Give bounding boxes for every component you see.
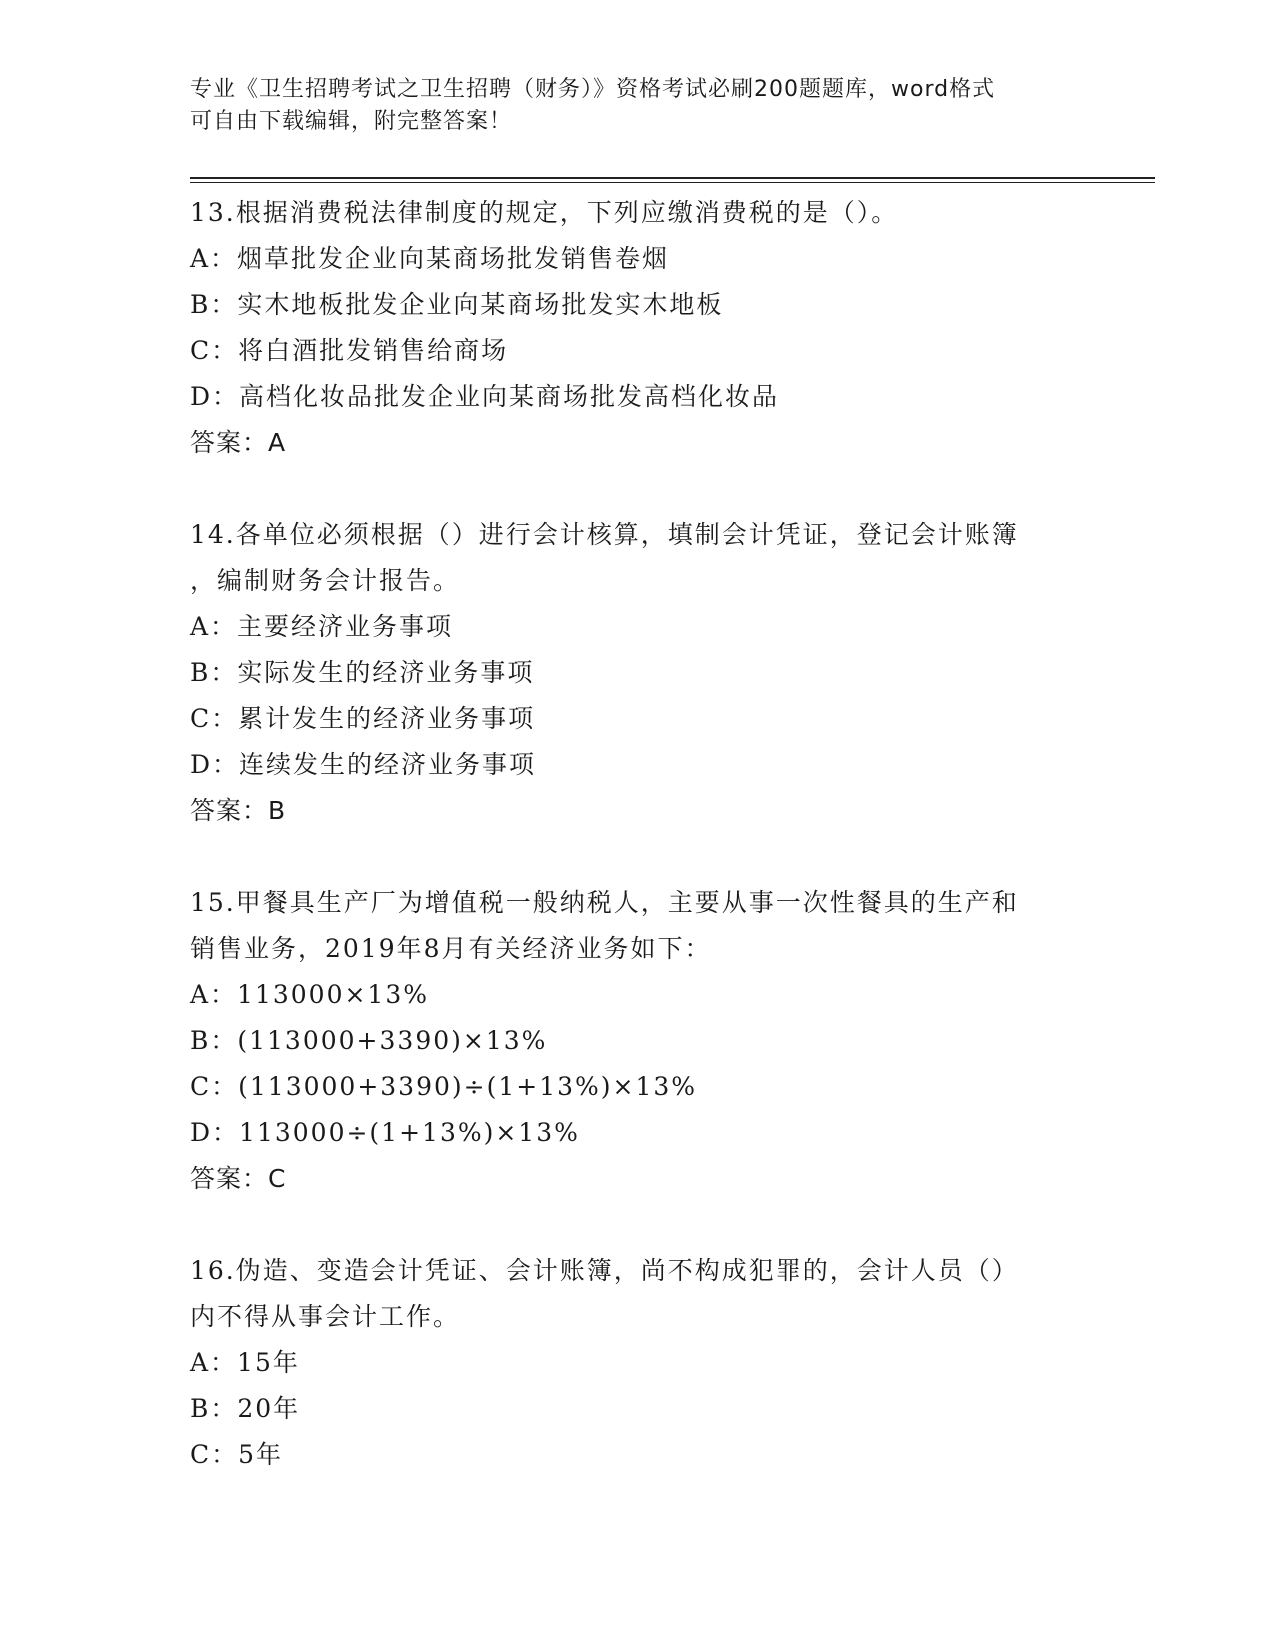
question-stem-line: 销售业务，2019年8月有关经济业务如下： bbox=[190, 934, 712, 963]
option-b: B：实木地板批发企业向某商场批发实木地板 bbox=[190, 290, 724, 319]
answer-label: 答案：A bbox=[190, 428, 287, 457]
option-a: A：15年 bbox=[190, 1348, 300, 1377]
option-a: A：主要经济业务事项 bbox=[190, 612, 454, 641]
option-c: C：(113000+3390)÷(1+13%)×13% bbox=[190, 1072, 698, 1101]
option-d: D：连续发生的经济业务事项 bbox=[190, 750, 537, 779]
option-b: B：(113000+3390)×13% bbox=[190, 1026, 548, 1055]
question-stem-line: 14.各单位必须根据（）进行会计核算，填制会计凭证，登记会计账簿 bbox=[190, 520, 1019, 549]
option-c: C：5年 bbox=[190, 1440, 284, 1469]
option-b: B：实际发生的经济业务事项 bbox=[190, 658, 535, 687]
option-d: D：113000÷(1+13%)×13% bbox=[190, 1118, 580, 1147]
option-c: C：累计发生的经济业务事项 bbox=[190, 704, 536, 733]
option-c: C：将白酒批发销售给商场 bbox=[190, 336, 509, 365]
question-16 bbox=[190, 1248, 1090, 1478]
question-stem bbox=[190, 1248, 1090, 1340]
question-13 bbox=[190, 190, 1090, 466]
option-d: D：高档化妆品批发企业向某商场批发高档化妆品 bbox=[190, 382, 780, 411]
question-14 bbox=[190, 512, 1090, 834]
question-stem bbox=[190, 512, 1090, 604]
answer-label: 答案：B bbox=[190, 796, 287, 825]
question-stem-line: 15.甲餐具生产厂为增值税一般纳税人，主要从事一次性餐具的生产和 bbox=[190, 888, 1019, 917]
question-stem-line: ，编制财务会计报告。 bbox=[190, 566, 461, 595]
question-stem-line: 16.伪造、变造会计凭证、会计账簿，尚不构成犯罪的，会计人员（） bbox=[190, 1256, 1019, 1285]
question-stem bbox=[190, 190, 1090, 236]
header-line-1: 专业《卫生招聘考试之卫生招聘（财务）》资格考试必刷200题题库，word格式 bbox=[190, 77, 996, 102]
question-stem-line: 内不得从事会计工作。 bbox=[190, 1302, 461, 1331]
header-line-2: 可自由下载编辑，附完整答案！ bbox=[190, 109, 513, 134]
header-divider-thin bbox=[190, 182, 1155, 183]
question-list bbox=[190, 190, 1090, 1524]
option-b: B：20年 bbox=[190, 1394, 301, 1423]
question-stem-line: 13.根据消费税法律制度的规定，下列应缴消费税的是（）。 bbox=[190, 198, 899, 227]
question-stem bbox=[190, 880, 1090, 972]
answer-label: 答案：C bbox=[190, 1164, 287, 1193]
header-divider-thick bbox=[190, 177, 1155, 179]
document-header bbox=[190, 74, 1090, 138]
question-15 bbox=[190, 880, 1090, 1202]
option-a: A：113000×13% bbox=[190, 980, 430, 1009]
option-a: A：烟草批发企业向某商场批发销售卷烟 bbox=[190, 244, 670, 273]
